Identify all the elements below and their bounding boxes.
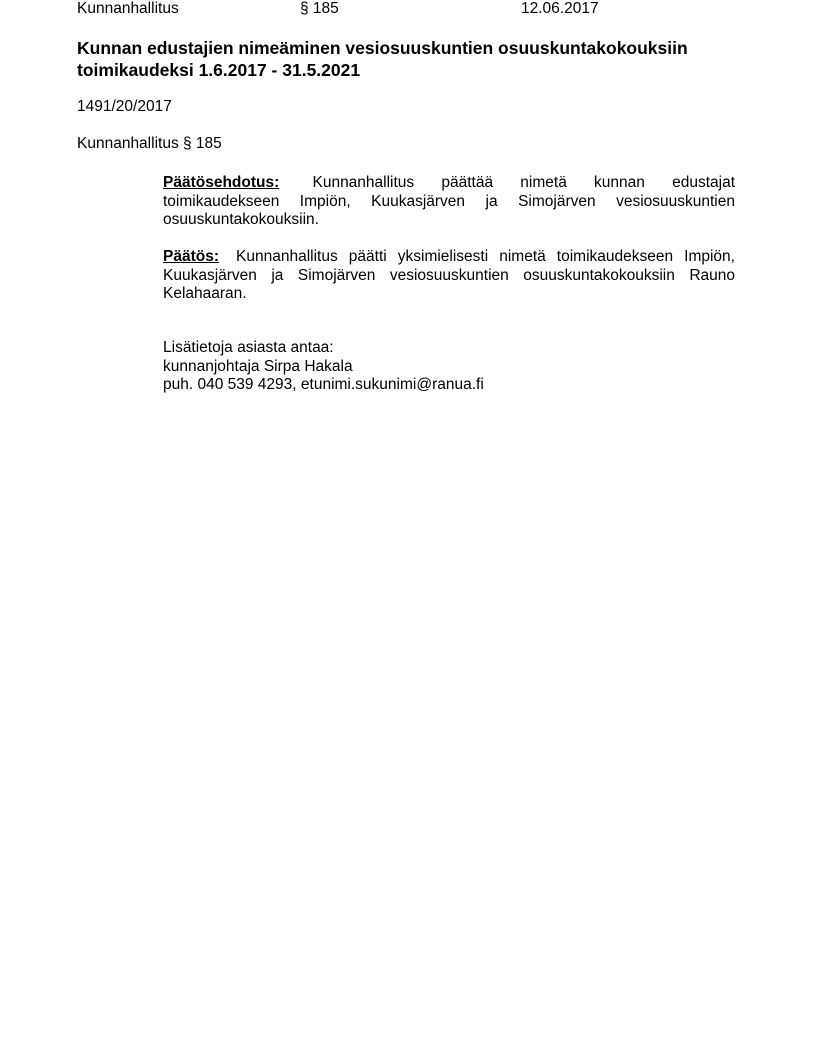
- diary-number: 1491/20/2017: [77, 98, 172, 115]
- header-date: 12.06.2017: [521, 0, 599, 17]
- decision-text: Kunnanhallitus päätti yksimielisesti nimetä toimikaudekseen Impiön, Kuukasjärven ja Simojärven vesiosuuskuntien osuuskuntakokouksiin Rauno Kelahaaran.: [163, 248, 735, 302]
- document-title: Kunnan edustajien nimeäminen vesiosuuskuntien osuuskuntakokouksiin toimikaudeksi 1.6.2017 - 31.5.2021: [77, 38, 688, 80]
- decision-label: Päätös:: [163, 248, 219, 265]
- contact-person: kunnanjohtaja Sirpa Hakala: [163, 357, 353, 375]
- proposal-text: Kunnanhallitus päättää nimetä kunnan edustajat toimikaudekseen Impiön, Kuukasjärven ja Simojärven vesiosuuskuntien osuuskuntakokouksiin.: [163, 174, 735, 228]
- header-section: § 185: [300, 0, 339, 17]
- proposal-paragraph: [163, 174, 735, 230]
- proposal-label: Päätösehdotus:: [163, 174, 280, 191]
- page-header: [0, 0, 816, 20]
- header-organ: Kunnanhallitus: [77, 0, 179, 17]
- contact-heading: Lisätietoja asiasta antaa:: [163, 339, 334, 356]
- body-section-label: Kunnanhallitus § 185: [77, 135, 222, 152]
- decision-paragraph: [163, 248, 735, 304]
- contact-info: [163, 339, 484, 395]
- contact-details: puh. 040 539 4293, etunimi.sukunimi@ranua.fi: [163, 376, 484, 393]
